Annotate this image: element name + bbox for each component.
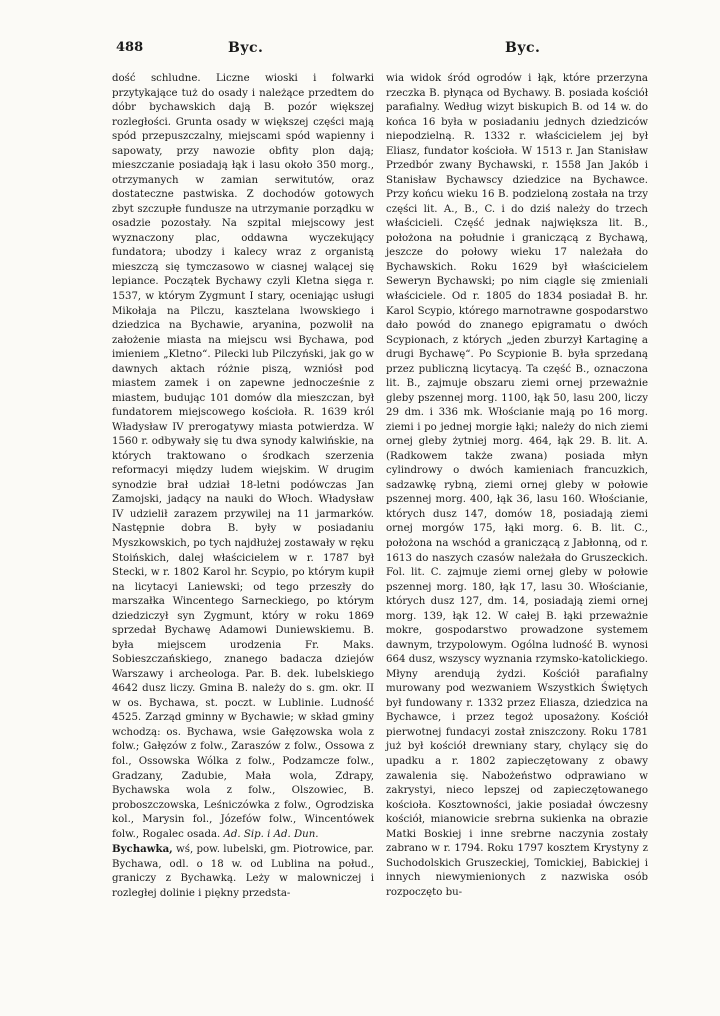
left-column xyxy=(112,72,374,901)
author-signature: Ad. Sip. i Ad. Dun. xyxy=(223,828,319,840)
bychawa-entry-body: dość schludne. Liczne wioski i folwarki przytykające tuż do osady i należące przedtem do dóbr bychawskich dają B. pozór większej rozległości. Grunta osady w większej części mają spód przepuszczalny, miejscami spód wapienny i sapowaty, przy nawozie obfity plon dają; mieszczanie posiadają łąk i lasu około 350 morg., otrzymanych w zamian serwitutów, oraz dostateczne pastwiska. Z dochodów gotowych zbyt szczupłe fundusze na utrzymanie porządku w osadzie pozostały. Na szpital miejscowy jest wyznaczony plac, oddawna wyczekujący fundatora; ubodzy i kalecy wraz z organistą mieszczą się tymczasowo w ciasnej walącej się lepiance. Początek Bychawy czyli Kletna sięga r. 1537, w którym Zygmunt I stary, oceniając usługi Mikołaja na Pilczu, kasztelana lwowskiego i dziedzica na Bychawie, aryanina, pozwolił na założenie miasta na miejscu wsi Bychawa, pod imieniem „Kletno“. Pilecki lub Pilczyński, jak go w dawnych aktach różnie piszą, wzniósł pod miastem zamek i on zapewne jednocześnie z miastem, budując 101 domów dla mieszczan, był fundatorem miejscowego kościoła. R. 1639 król Władysław IV prerogatywy miasta potwierdza. W 1560 r. odbywały się tu dwa synody kalwińskie, na których traktowano o środkach szerzenia reformacyi między ludem wiejskim. W drugim synodzie brał udział 18-letni podówczas Jan Zamojski, jadący na nauki do Włoch. Władysław IV udzielił zarazem przywilej na 11 jarmarków. Następnie dobra B. były w posiadaniu Myszkowskich, po tych najdłużej zostawały w ręku Stoińskich, dalej właścicielem w r. 1787 był Stecki, w r. 1802 Karol hr. Scypio, po którym kupił na licytacyi Laniewski; od tego przeszły do marszałka Wincentego Sarneckiego, po którym dziedziczył syn Zygmunt, który w roku 1869 sprzedał Bychawę Adamowi Duniewskiemu. B. była miejscem urodzenia Fr. Maks. Sobieszczańskiego, znanego badacza dziejów Warszawy i archeologa. Par. B. dek. lubelskiego 4642 dusz liczy. Gmina B. należy do s. gm. okr. II w os. Bychawa, st. poczt. w Lublinie. Ludność 4525. Zarząd gminny w Bychawie; w skład gminy wchodzą: os. Bychawa, wsie Gałęzowska wola z folw.; Gałęzów z folw., Zaraszów z folw., Ossowa z fol., Ossowska Wólka z folw., Podzamcze folw., Gradzany, Zadubie, Mała wola, Zdrapy, Bychawska wola z folw., Olszowiec, B. proboszczowska, Leśniczówka z folw., Ogrodziska kol., Marysin fol., Józefów folw., Wincentówek folw., Rogalec osada. xyxy=(112,73,375,840)
page-number: 488 xyxy=(116,40,144,55)
bychawa-entry-text xyxy=(112,72,374,842)
right-column xyxy=(386,72,648,900)
bychawka-entry xyxy=(112,842,374,901)
column-divider xyxy=(379,72,380,952)
bychawka-entry-continuation: wia widok śród ogrodów i łąk, które przerzyna rzeczka B. płynąca od Bychawy. B. posiada kościół parafialny. Według wizyt biskupich B. od 14 w. do końca 16 była w posiadaniu jednych dziedziców niepodzielną. R. 1332 r. właścicielem jej był Eliasz, fundator kościoła. W 1513 r. Jan Stanisław Przedbór zwany Bychawski, r. 1558 Jan Jakób i Stanisław Bychawscy dziedzice na Bychawce. Przy końcu wieku 16 B. podzieloną została na trzy części lit. A., B., C. i do dziś należy do trzech właścicieli. Część jednak największa lit. B., położona na południe i graniczącą z Bychawą, jeszcze do połowy wieku 17 należała do Bychawskich. Roku 1629 był właścicielem Seweryn Bychawski; po nim ciągle się zmieniali właściciele. Od r. 1805 do 1834 posiadał B. hr. Karol Scypio, którego marnotrawne gospodarstwo dało powód do znanego epigramatu o dwóch Scypionach, z których „jeden zburzył Kartaginę a drugi Bychawę“. Po Scypionie B. była sprzedaną przez publiczną licytacyą. Ta część B., oznaczona lit. B., zajmuje obszaru ziemi ornej przeważnie gleby pszennej morg. 1100, łąk 50, lasu 200, liczy 29 dm. i 336 mk. Włościanie mają po 16 morg. ziemi i po jednej morgie łąki; należy do nich ziemi ornej gleby żytniej morg. 464, łąk 29. B. lit. A. (Radkowem także zwana) posiada młyn cylindrowy o dwóch kamieniach francuzkich, sadzawkę rybną, ziemi ornej gleby w połowie pszennej morg. 400, łąk 36, lasu 160. Włościanie, których dusz 147, domów 18, posiadają ziemi ornej morgów 175, łąki morg. 6. B. lit. C., położona na wschód a graniczącą z Jabłonną, od r. 1613 do naszych czasów należała do Gruszeckich. Fol. lit. C. zajmuje ziemi ornej gleby w połowie pszennej morg. 180, łąk 17, lasu 30. Włościanie, których dusz 127, dm. 14, posiadają ziemi ornej morg. 139, łąk 12. W całej B. łąki przeważnie mokre, gospodarstwo prowadzone systemem dawnym, trzypolowym. Ogólna ludność B. wynosi 664 dusz, wszyscy wyznania rzymsko-katolickiego. Młyny arendują żydzi. Kościół parafialny murowany pod wezwaniem Wszystkich Świętych był fundowany r. 1332 przez Eliasza, dziedzica na Bychawce, i przez tegoż uposażony. Kościół pierwotnej fundacyi został zniszczony. Roku 1781 już był kościół drewniany stary, chylący się do upadku a r. 1802 zapieczętowany z obawy zawalenia się. Nabożeństwo odprawiano w zakrystyi, nieco lepszej od zapieczętowanego kościoła. Kosztowności, jakie posiadał ówczesny kościół, mianowicie srebrna sukienka na obrazie Matki Boskiej i inne srebrne naczynia zostały zabrano w r. 1794. Roku 1797 kosztem Krystyny z Suchodolskich Gruszeckiej, Tomickiej, Babickiej i innych niewymienionych z nazwiska osób rozpoczęto bu- xyxy=(386,73,648,898)
page-header xyxy=(0,40,720,60)
right-running-headword: Byc. xyxy=(505,40,541,56)
left-running-headword: Byc. xyxy=(228,40,264,56)
bychawka-entry-body: wś, pow. lubelski, gm. Piotrowice, par. Bychawa, odl. o 18 w. od Lublina na połud., graniczy z Bychawką. Leży w malowniczej i rozległej dolinie i piękny przedsta- xyxy=(112,844,374,899)
entry-lemma-bychawka: Bychawka, xyxy=(112,843,173,856)
